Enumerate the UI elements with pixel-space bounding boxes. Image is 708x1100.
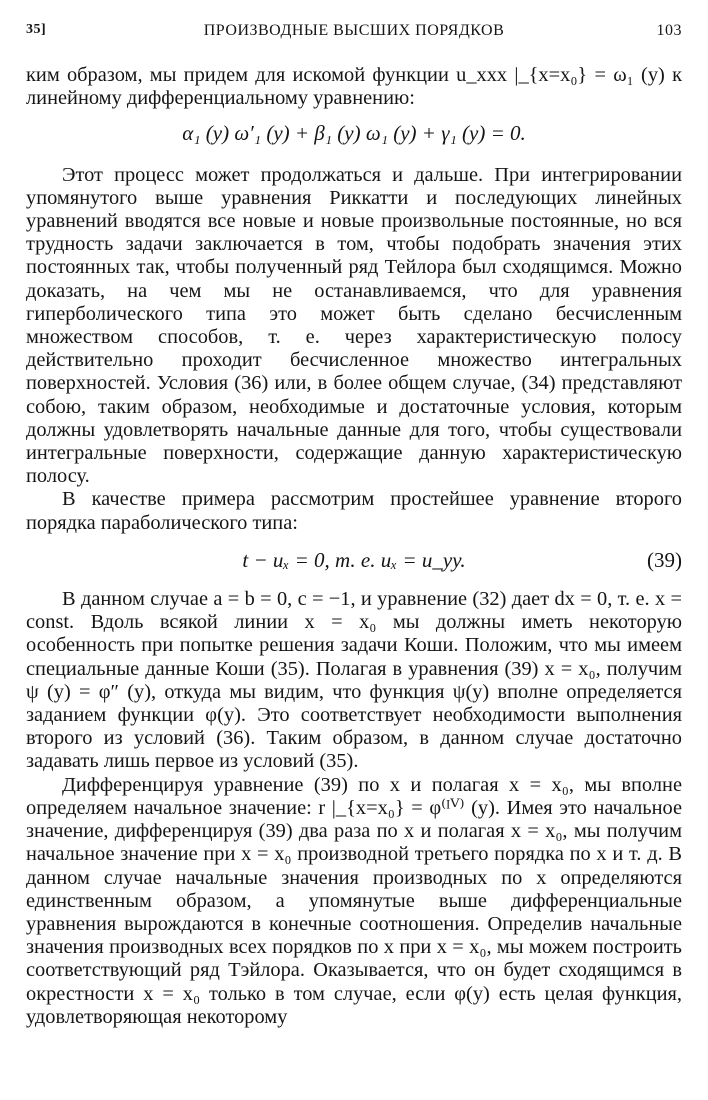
- paragraph-1: ким образом, мы придем для искомой функции u_xxx |_{x=x₀} = ω₁ (y) к линейному дифференциальному уравнению:: [26, 64, 682, 110]
- running-header: [26, 22, 682, 46]
- section-number: 35]: [26, 22, 47, 37]
- equation-1: α₁ (y) ω′₁ (y) + β₁ (y) ω₁ (y) + γ₁ (y) = 0.: [182, 121, 526, 146]
- paragraph-2: Этот процесс может продолжаться и дальше. При интегрировании упомянутого выше уравнения Риккатти и последующих линейных уравнений вводятся все новые и новые произвольные постоянные, но вся трудность задачи заключается в том, чтобы подобрать значения этих постоянных так, чтобы полученный ряд Тейлора был сходящимся. Можно доказать, на чем мы не останавливаемся, что для уравнения гиперболического типа это может быть сделано бесчисленным множеством способов, т. е. через характеристическую полосу действительно проходит бесчисленное множество интегральных поверхностей. Условия (36) или, в более общем случае, (34) представляют собою, таким образом, необходимые и достаточные условия, которым должны удовлетворять начальные данные для того, чтобы существовали интегральные поверхности, содержащие данную характеристическую полосу.: [26, 163, 682, 488]
- main-text: [26, 64, 682, 1029]
- running-title: ПРОИЗВОДНЫЕ ВЫСШИХ ПОРЯДКОВ: [203, 22, 505, 39]
- paragraph-4: В данном случае a = b = 0, c = −1, и уравнение (32) дает dx = 0, т. е. x = const. Вдоль всякой линии x = x₀ мы должны иметь некоторую особенность при попытке решения задачи Коши. Положим, что мы имеем специальные данные Коши (35). Полагая в уравнения (39) x = x₀, получим ψ (y) = φ″ (y), откуда мы видим, что функция ψ(y) вполне определяется заданием функции φ(y). Это соответствует необходимости выполнения второго из условий (36). Таким образом, в данном случае достаточно задавать лишь первое из условий (35).: [26, 588, 682, 773]
- paragraph-3: В качестве примера рассмотрим простейшее уравнение второго порядка параболического типа:: [26, 488, 682, 534]
- equation-number: (39): [647, 547, 682, 572]
- equation-39-body: t − uₓ = 0, т. е. uₓ = u_yy.: [242, 547, 466, 572]
- page-number: 103: [656, 22, 682, 39]
- paragraph-5: Дифференцируя уравнение (39) по x и полагая x = x₀, мы вполне определяем начальное значение: r |_{x=x₀} = φ⁽ᴵⱽ⁾ (y). Имея это начальное значение, дифференцируя (39) два раза по x и полагая x = x₀, мы получим начальное значение при x = x₀ производной третьего порядка по x и т. д. В данном случае начальные значения производных по x определяются единственным образом, а упомянутые выше дифференциальные уравнения вырождаются в конечные соотношения. Определив начальные значения производных всех порядков по x при x = x₀, мы можем построить соответствующий ряд Тэйлора. Оказывается, что он будет сходящимся в окрестности x = x₀ только в том случае, если φ(y) есть целая функция, удовлетворяющая некоторому: [26, 773, 682, 1028]
- equation-39: [26, 549, 682, 572]
